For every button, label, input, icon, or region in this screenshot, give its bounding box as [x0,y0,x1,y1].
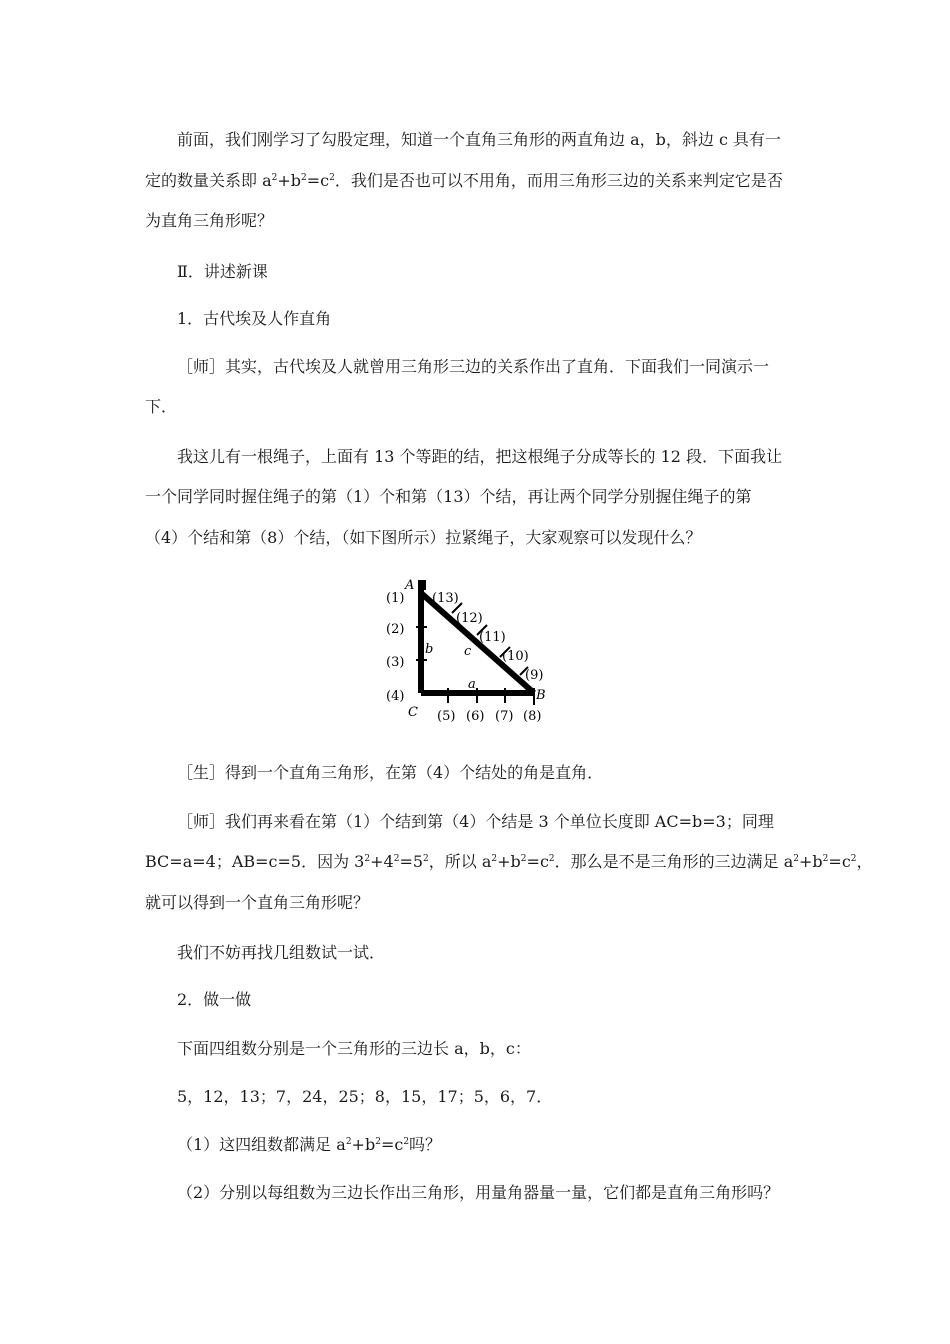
para-intro-line1: 前面，我们刚学习了勾股定理，知道一个直角三角形的两直角边 a，b，斜边 c 具有一 [177,130,782,149]
rope-triangle-figure [380,575,550,725]
para-rope-line3: （4）个结和第（8）个结，（如下图所示）拉紧绳子，大家观察可以发现什么？ [145,528,702,547]
para-teacher-1-line1: ［师］其实，古代埃及人就曾用三角形三边的关系作出了直角．下面我们一同演示一 [177,357,770,376]
knot-label-1: (1) [386,591,405,606]
knot-label-9: (9) [525,668,544,683]
para-student-answer: ［生］得到一个直角三角形，在第（4）个结处的角是直角． [177,763,604,782]
para-try-groups: 我们不妨再找几组数试一试． [177,943,386,962]
vertex-b-label: B [536,688,546,703]
knot-label-2: (2) [386,622,405,637]
question-1: （1）这四组数都满足 $a^2+b^2=c^2$吗？ [177,1135,442,1154]
knot-top-mark [418,580,426,590]
para-teacher-1-line2: 下． [145,397,178,416]
side-b-label: b [425,642,434,657]
side-c-label: c [464,644,472,659]
para-intro-line2: 定的数量关系即 $a^2+b^2=c^2$．我们是否也可以不用角，而用三角形三边的关系来判定它是否 [145,171,783,190]
side-ab-line [421,593,534,693]
knot-label-3: (3) [386,655,405,670]
para-four-groups: 下面四组数分别是一个三角形的三边长 a，b，c： [177,1039,531,1058]
para-teacher-2-line3: 就可以得到一个直角三角形呢？ [145,893,370,912]
para-teacher-2-line1: ［师］我们再来看在第（1）个结到第（4）个结是 3 个单位长度即 AC=b=3；同理 [177,812,774,831]
knot-label-4: (4) [386,689,405,704]
knot-label-12: (12) [456,611,483,626]
question-2: （2）分别以每组数为三边长作出三角形，用量角器量一量，它们都是直角三角形吗？ [177,1183,780,1202]
vertex-a-label: A [405,578,415,593]
knot-label-6: (6) [466,709,485,724]
subsection-heading-1: 1．古代埃及人作直角 [177,309,332,328]
para-number-groups: 5，12，13；7，24，25；8，15，17；5，6，7． [177,1087,553,1106]
para-intro-line3: 为直角三角形呢？ [145,211,274,230]
knot-label-8: (8) [523,709,542,724]
section-heading: Ⅱ．讲述新课 [177,262,268,281]
knot-label-7: (7) [495,709,514,724]
para-teacher-2-line2: BC=a=4；AB=c=5．因为 $3^2+4^2=5^2$，所以 $a^2+b^2=c^2$．那么是不是三角形的三边满足 $a^2+b^2=c^2$， [145,852,873,871]
para-rope-line1: 我这儿有一根绳子，上面有 13 个等距的结，把这根绳子分成等长的 12 段．下面我让 [177,447,783,466]
knot-label-5: (5) [437,709,456,724]
knot-label-13: (13) [432,591,459,606]
side-a-label: a [468,677,476,692]
vertex-c-label: C [408,705,418,720]
para-rope-line2: 一个同学同时握住绳子的第（1）个和第（13）个结，再让两个同学分别握住绳子的第 [145,487,752,506]
knot-label-10: (10) [502,649,529,664]
subsection-heading-2: 2．做一做 [177,990,252,1009]
knot-label-11: (11) [479,630,506,645]
